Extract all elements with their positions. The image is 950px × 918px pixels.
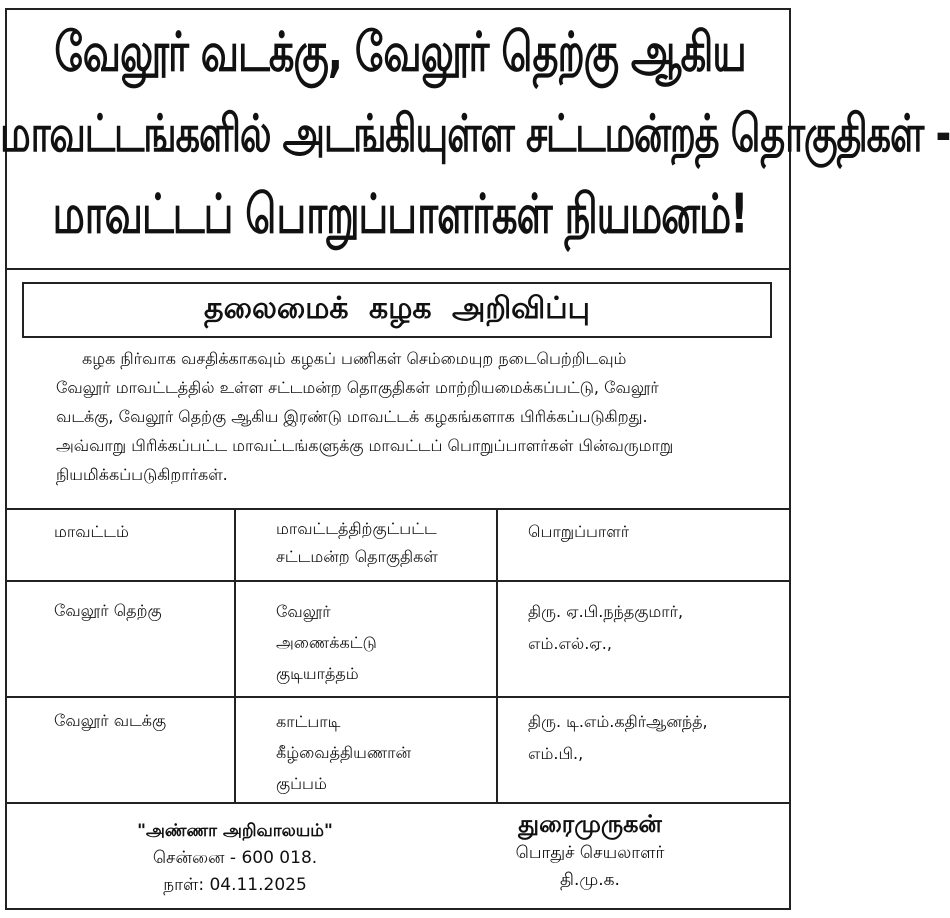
headline-line-3: மாவட்டப் பொறுப்பாளர்கள் நியமனம்! bbox=[52, 183, 748, 247]
signatory-name: துரைமுருகன் bbox=[518, 810, 662, 838]
row-district: வேலூர் தெற்கு bbox=[54, 601, 162, 620]
incharge-name: திரு. ஏ.பி.நந்தகுமார், bbox=[528, 602, 684, 621]
paragraph-line: அவ்வாறு பிரிக்கப்பட்ட மாவட்டங்களுக்கு மாவட்டப் பொறுப்பாளர்கள் பின்வருமாறு bbox=[56, 436, 674, 455]
table-header-constituencies bbox=[276, 515, 438, 571]
row-incharge bbox=[528, 596, 683, 660]
notice-title: தலைமைக் கழக அறிவிப்பு bbox=[204, 290, 590, 326]
constituency: குடியாத்தம் bbox=[276, 664, 359, 683]
headline-line-1: வேலூர் வடக்கு, வேலூர் தெற்கு ஆகிய bbox=[54, 21, 746, 85]
incharge-name: திரு. டி.எம்.கதிர்ஆனந்த், bbox=[528, 712, 708, 731]
table-header-constituencies-line-2: சட்டமன்ற தொகுதிகள் bbox=[276, 547, 438, 566]
footer-address bbox=[110, 818, 360, 899]
footer-signature bbox=[480, 808, 700, 894]
paragraph-line: வடக்கு, வேலூர் தெற்கு ஆகிய இரண்டு மாவட்டக் கழகங்களாக பிரிக்கப்படுகிறது. bbox=[56, 407, 648, 426]
row-district: வேலூர் வடக்கு bbox=[54, 711, 167, 730]
constituency: குப்பம் bbox=[276, 774, 327, 793]
notice-title-box bbox=[22, 282, 772, 338]
table-top-border bbox=[5, 508, 791, 510]
constituency: வேலூர் bbox=[276, 602, 331, 621]
headline-divider bbox=[5, 268, 791, 270]
address-city: சென்னை - 600 018. bbox=[152, 848, 318, 868]
row-constituencies bbox=[276, 706, 411, 799]
table-row-divider bbox=[5, 696, 791, 698]
row-constituencies bbox=[276, 596, 377, 689]
address-name: "அண்ணா அறிவாலயம்" bbox=[137, 821, 333, 841]
table-header-constituencies-line-1: மாவட்டத்திற்குட்பட்ட bbox=[276, 519, 437, 538]
signatory-designation: பொதுச் செயலாளர் bbox=[515, 843, 665, 863]
announcement-paragraph bbox=[56, 344, 776, 489]
notice-date: நாள்: 04.11.2025 bbox=[163, 875, 307, 895]
table-header-district: மாவட்டம் bbox=[54, 522, 129, 541]
paragraph-line: கழக நிர்வாக வசதிக்காகவும் கழகப் பணிகள் செம்மையுற நடைபெற்றிடவும் bbox=[82, 349, 627, 368]
row-incharge bbox=[528, 706, 708, 770]
constituency: அணைக்கட்டு bbox=[276, 633, 377, 652]
paragraph-line: நியமிக்கப்படுகிறார்கள். bbox=[56, 465, 228, 484]
headline-line-2: மாவட்டங்களில் அடங்கியுள்ள சட்டமன்றத் தொகுதிகள் - bbox=[0, 103, 950, 164]
table-column-divider bbox=[496, 508, 498, 802]
table-header-incharge: பொறுப்பாளர் bbox=[528, 522, 630, 541]
table-bottom-border bbox=[5, 802, 791, 804]
paragraph-line: வேலூர் மாவட்டத்தில் உள்ள சட்டமன்ற தொகுதிகள் மாற்றியமைக்கப்பட்டு, வேலூர் bbox=[56, 378, 659, 397]
table-column-divider bbox=[234, 508, 236, 802]
party-name: தி.மு.க. bbox=[560, 870, 620, 890]
constituency: காட்பாடி bbox=[276, 712, 341, 731]
table-header-divider bbox=[5, 580, 791, 582]
incharge-title: எம்.எல்.ஏ., bbox=[528, 634, 612, 653]
constituency: கீழ்வைத்தியணான் bbox=[276, 743, 412, 762]
incharge-title: எம்.பி., bbox=[528, 744, 584, 763]
